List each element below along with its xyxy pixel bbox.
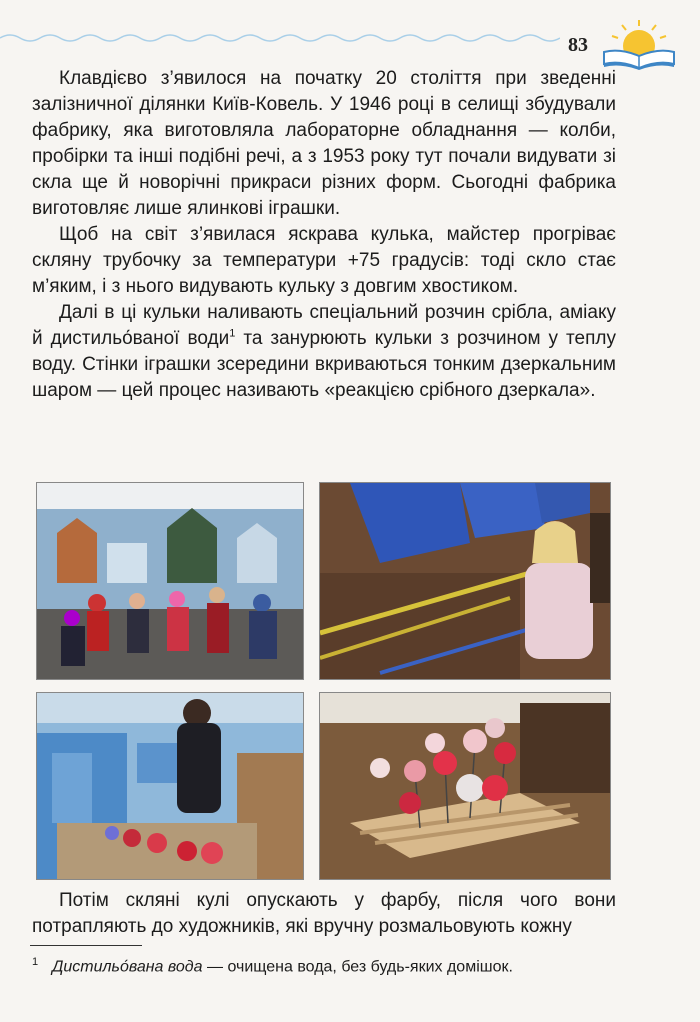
photo-visitors-at-factory (36, 482, 304, 680)
paragraph-painting: Потім скляні кулі опускають у фарбу, після чого вони потрапляють до художників, які вручну розмальовують кожну (32, 890, 616, 937)
open-book-sun-icon (600, 18, 678, 70)
photo-glass-blowing-worker (319, 482, 611, 680)
decorative-wave-line (0, 28, 560, 48)
footnote (32, 951, 622, 978)
photo-worker-with-ornaments (36, 692, 304, 880)
footnote-reference: 1 (229, 327, 236, 340)
paragraph-silvering-process (32, 300, 616, 404)
footnote-definition: — очищена вода, без будь-яких домішок. (202, 958, 513, 976)
paragraph-3-part-1: Далі в ці кульки наливають спеціальний розчин срібла, аміаку й дистильо́ваної води (32, 302, 616, 349)
footnote-term: Дистильо́вана вода (52, 958, 203, 976)
footnote-mark: 1 (32, 956, 39, 968)
paragraph-3-part-2: та занурюють кульки з розчином у теплу воду. Стінки іграшки зсередини вкриваються тонким дзеркальним шаром — цей процес називають «реакцією срібного дзеркала». (32, 328, 616, 401)
paragraph-blowing-process: Щоб на світ з’явилася яскрава кулька, майстер прогріває скляну трубочку за температури +75 градусів: тоді скло стає м’яким, і з нього видувають кульку з довгим хвостиком. (32, 224, 616, 297)
page-number: 83 (568, 34, 588, 56)
paragraph-klavdievo-history: Клавдієво з’явилося на початку 20 століття при зведенні залізничної ділянки Київ-Ковель. У 1946 році в селищі збудували фабрику, яка виготовляла лабораторне обладнання — колби, пробірки та інші подібні речі, а з 1953 року тут почали видувати зі скла ще й новорічні прикраси різних форм. Сьогодні фабрика виготовляє лише ялинкові іграшки. (32, 68, 616, 219)
bottom-text (32, 888, 616, 940)
main-text (32, 66, 616, 404)
photo-ornaments-on-stand (319, 692, 611, 880)
footnote-divider (30, 945, 142, 946)
